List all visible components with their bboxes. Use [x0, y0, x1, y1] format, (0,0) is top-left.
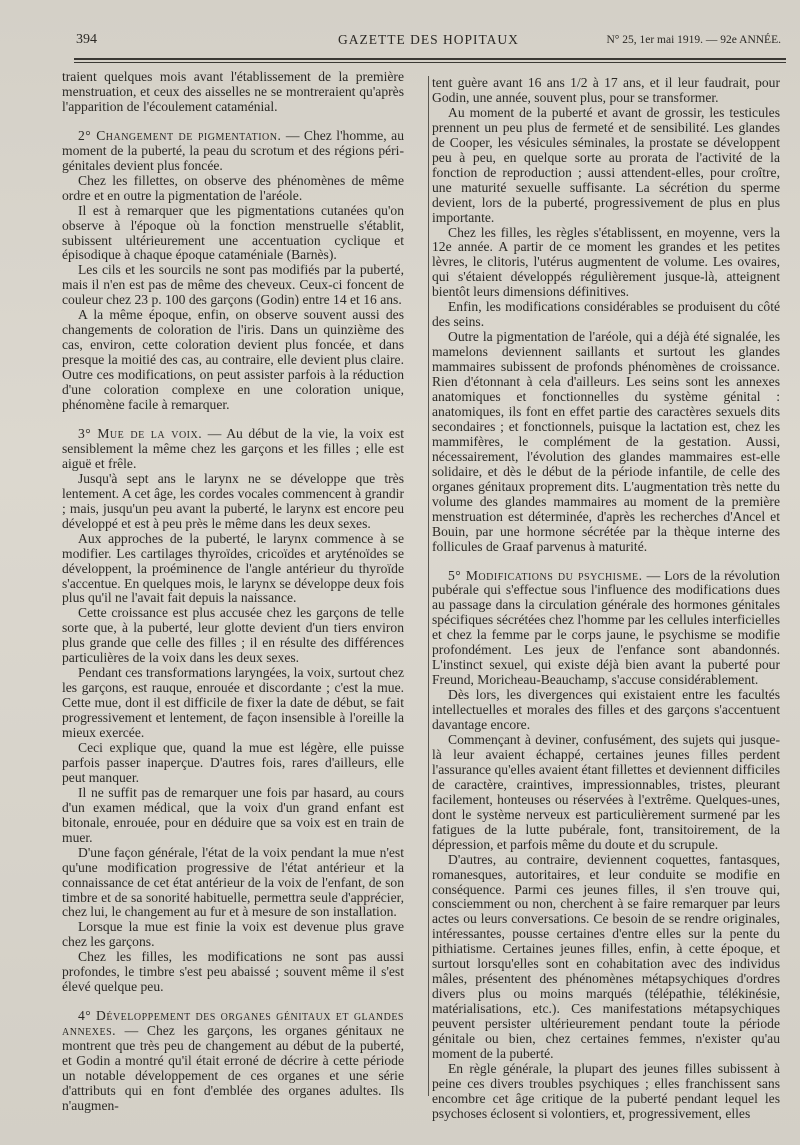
paragraph: traient quelques mois avant l'établissement de la première menstruation, et ceux des aisselles ne se montreraient qu'après l'apparition de l'écoulement cataménial.: [62, 69, 404, 114]
paragraph: Il ne suffit pas de remarquer une fois par hasard, au cours d'un examen médical, que la voix d'un grand enfant est bitonale, enrouée, pour en déduire que sa voix est en train de muer.: [62, 784, 404, 845]
paragraph: D'autres, au contraire, deviennent coquettes, fantasques, romanesques, autoritaires, et leur conduite se modifie en conséquence. Parmi ces jeunes filles, il s'en trouve qui, consciemment ou non, cherchent à se faire remarquer par leurs actes ou leurs conversations. Ce besoin de se rendre originales, intéressantes, pousse certaines d'entre elles sur la pente du pithiatisme. Certaines jeunes filles, enfin, à cette époque, et surtout lorsqu'elles sont en cohabitation avec des individus mâles, présentent des phénomènes métapsychiques d'ordres divers plus ou moins marqués (télépathie, télékinésie, matérialisations, etc.). Ces manifestations métapsychiques peuvent persister ultérieurement pendant toute la période génitale ou bien, chez certaines femmes, n'exister qu'au moment de la puberté.: [432, 851, 780, 1061]
issue-info: N° 25, 1er mai 1919. — 92e ANNÉE.: [606, 34, 781, 46]
paragraph: Chez les fillettes, on observe des phénomènes de même ordre et en outre la pigmentation de l'aréole.: [62, 172, 404, 203]
page-header: [70, 30, 785, 52]
paragraph: tent guère avant 16 ans 1/2 à 17 ans, et il leur faudrait, pour Godin, une année, souvent plus, pour se transformer.: [432, 75, 780, 105]
left-column: [62, 70, 404, 1114]
page-number: 394: [76, 32, 97, 47]
section-text: — Chez l'homme, au moment de la puberté, la peau du scrotum et des régions péri-génitales devient plus foncée.: [62, 127, 404, 173]
paragraph: Outre la pigmentation de l'aréole, qui a déjà été signalée, les mamelons deviennent saillants et surtout les glandes mammaires subissent de profonds phénomènes de croissance. Rien d'étonnant à cela d'ailleurs. Les seins sont les annexes anatomiques et fonctionnelles du système génital : anatomiques, ils font en effet partie des caractères sexuels dits secondaires ; et fonctionnels, puisque la lactation est, chez les mammifères, le complément de la gestation. Aussi, nécessairement, l'évolution des glandes mammaires est-elle solidaire, et dès le début de la période infantile, de celle des organes génitaux proprement dits. L'augmentation très nette du volume des glandes mammaires au moment de la première menstruation est déterminée, d'après les recherches d'Ancel et Bouin, par une hormone sécrétée par la thèque interne des follicules de Graaf parvenus à maturité.: [432, 329, 780, 554]
right-column: [432, 76, 780, 1122]
paragraph: Au moment de la puberté et avant de grossir, les testicules prennent un peu plus de fermeté et de sensibilité. Les glandes de Cooper, les vésicules séminales, la prostate se développent peu à peu, en quelque sorte au prorata de l'activité de la fonction de reproduction ; aussi attendent-elles, pour croître, une maturité sexuelle suffisante. La sécrétion du sperme devient, lors de la puberté, progressivement de plus en plus importante.: [432, 104, 780, 225]
section-organes: [62, 1009, 404, 1114]
paragraph: Ceci explique que, quand la mue est légère, elle puisse parfois passer inaperçue. D'autres fois, rares d'ailleurs, elle peut manquer.: [62, 739, 404, 785]
header-rule-thin: [74, 62, 786, 63]
paragraph: Chez les filles, les règles s'établissent, en moyenne, vers la 12e année. A partir de ce moment les grandes et les petites lèvres, le clitoris, l'utérus augmentent de volume. Les ovaires, qui s'étaient développés régulièrement jusque-là, atteignent bientôt leurs dimensions définitives.: [432, 224, 780, 300]
section-text: — Lors de la révolution pubérale qui s'effectue sous l'influence des modifications dues au passage dans la circulation générale des hormones génitales spécifiques sécrétées chez l'homme par les cellules interficielles et chez la femme par le corps jaune, le psychisme se modifie profondément. Les jeux de l'enfance sont abandonnés. L'instinct sexuel, qui existe déjà bien avant la puberté pour Freund, Moricheau-Beauchamp, s'accuse considérablement.: [432, 567, 780, 688]
paragraph: Enfin, les modifications considérables se produisent du côté des seins.: [432, 299, 780, 330]
section-heading: 4° Développement des organes génitaux et glandes annexes.: [62, 1008, 404, 1039]
section-text: — Chez les garçons, les organes génitaux ne montrent que très peu de changement au début de la puberté, et Godin a montré qu'il était erroné de décrire à cette période un notable développement de ces organes et une série d'attributs qui en font d'emblée des organes adultes. Ils n'augmen-: [62, 1023, 404, 1113]
section-pigmentation: [62, 129, 404, 174]
paragraph: Jusqu'à sept ans le larynx ne se développe que très lentement. A cet âge, les cordes vocales commencent à grandir ; mais, jusqu'un peu avant la puberté, le larynx est encore peu développé et est à peu près le même dans les deux sexes.: [62, 470, 404, 531]
paragraph: Chez les filles, les modifications ne sont pas aussi profondes, le timbre s'est peu abaissé ; souvent même il s'est élevé quelque peu.: [62, 949, 404, 995]
paragraph: Pendant ces transformations laryngées, la voix, surtout chez les garçons, est rauque, enrouée et discordante ; c'est la mue. Cette mue, dont il est difficile de fixer la date de début, se fait progressivement et lentement, de façon insensible à l'oreille la mieux exercée.: [62, 665, 404, 741]
paragraph: Aux approches de la puberté, le larynx commence à se modifier. Les cartilages thyroïdes, cricoïdes et aryténoïdes se développent, la proéminence de l'angle antérieur du thyroïde s'accentue. En quelques mois, le larynx se développe deux fois plus qu'il ne l'avait fait depuis la naissance.: [62, 530, 404, 606]
paragraph: Dès lors, les divergences qui existaient entre les facultés intellectuelles et morales des filles et des garçons s'accentuent davantage encore.: [432, 687, 780, 733]
section-psychisme: [432, 569, 780, 689]
section-heading: 5° Modifications du psychisme.: [448, 567, 643, 583]
journal-title: GAZETTE DES HOPITAUX: [338, 32, 519, 47]
header-rule: [74, 58, 786, 60]
section-text: — Au début de la vie, la voix est sensiblement la même chez les garçons et les filles ; elle est aiguë et frêle.: [62, 425, 404, 471]
section-mue: [62, 427, 404, 472]
paragraph: Commençant à deviner, confusément, des sujets qui jusque-là leur avaient échappé, certaines jeunes filles perdent l'assurance qu'elles avaient étant fillettes et deviennent difficiles de caractère, craintives, impressionnables, tristes, pleurant facilement, honteuses ou réservées à l'extrême. Quelques-unes, dont le système nerveux est particulièrement surmené par les fatigues de la lutte pubérale, font, transitoirement, de la dépression, et parfois même du doute et du scrupule.: [432, 731, 780, 852]
paragraph: Cette croissance est plus accusée chez les garçons de telle sorte que, à la puberté, leur glotte devient d'un tiers environ plus grande que celle des filles ; il en résulte des différences particulières de la voix dans les deux sexes.: [62, 605, 404, 666]
section-heading: 2° Changement de pigmentation.: [78, 127, 282, 143]
section-heading: 3° Mue de la voix.: [78, 425, 203, 441]
column-divider: [428, 76, 429, 1096]
paragraph: Il est à remarquer que les pigmentations cutanées qu'on observe à l'époque où la fonction menstruelle s'établit, subissent ultérieurement une accentuation cyclique et épisodique à chaque époque cataméniale (Barnès).: [62, 202, 404, 263]
paragraph: Les cils et les sourcils ne sont pas modifiés par la puberté, mais il n'en est pas de même des cheveux. Ceux-ci foncent de couleur chez 23 p. 100 des garçons (Godin) entre 14 et 16 ans.: [62, 262, 404, 308]
paragraph: A la même époque, enfin, on observe souvent aussi des changements de coloration de l'iris. Dans un quinzième des cas, environ, cette coloration devient plus foncée, et dans presque la moitié des cas, au contraire, elle devient plus claire. Outre ces modifications, on peut assister parfois à la réduction d'une coloration complexe en une coloration unique, phénomène facile à remarquer.: [62, 307, 404, 413]
paragraph: En règle générale, la plupart des jeunes filles subissent à peine ces divers troubles psychiques ; elles franchissent sans encombre cet âge critique de la puberté pendant lequel les psychoses éclosent si volontiers, et, progressivement, elles: [432, 1060, 780, 1121]
paragraph: D'une façon générale, l'état de la voix pendant la mue n'est qu'une modification progressive de l'état antérieur et la connaissance de cet état antérieur de la voix de l'enfant, de son timbre et de sa sonorité habituelle, permettra seule d'apprécier, chez lui, le changement au fur et à mesure de son installation.: [62, 844, 404, 920]
paragraph: Lorsque la mue est finie la voix est devenue plus grave chez les garçons.: [62, 919, 404, 950]
